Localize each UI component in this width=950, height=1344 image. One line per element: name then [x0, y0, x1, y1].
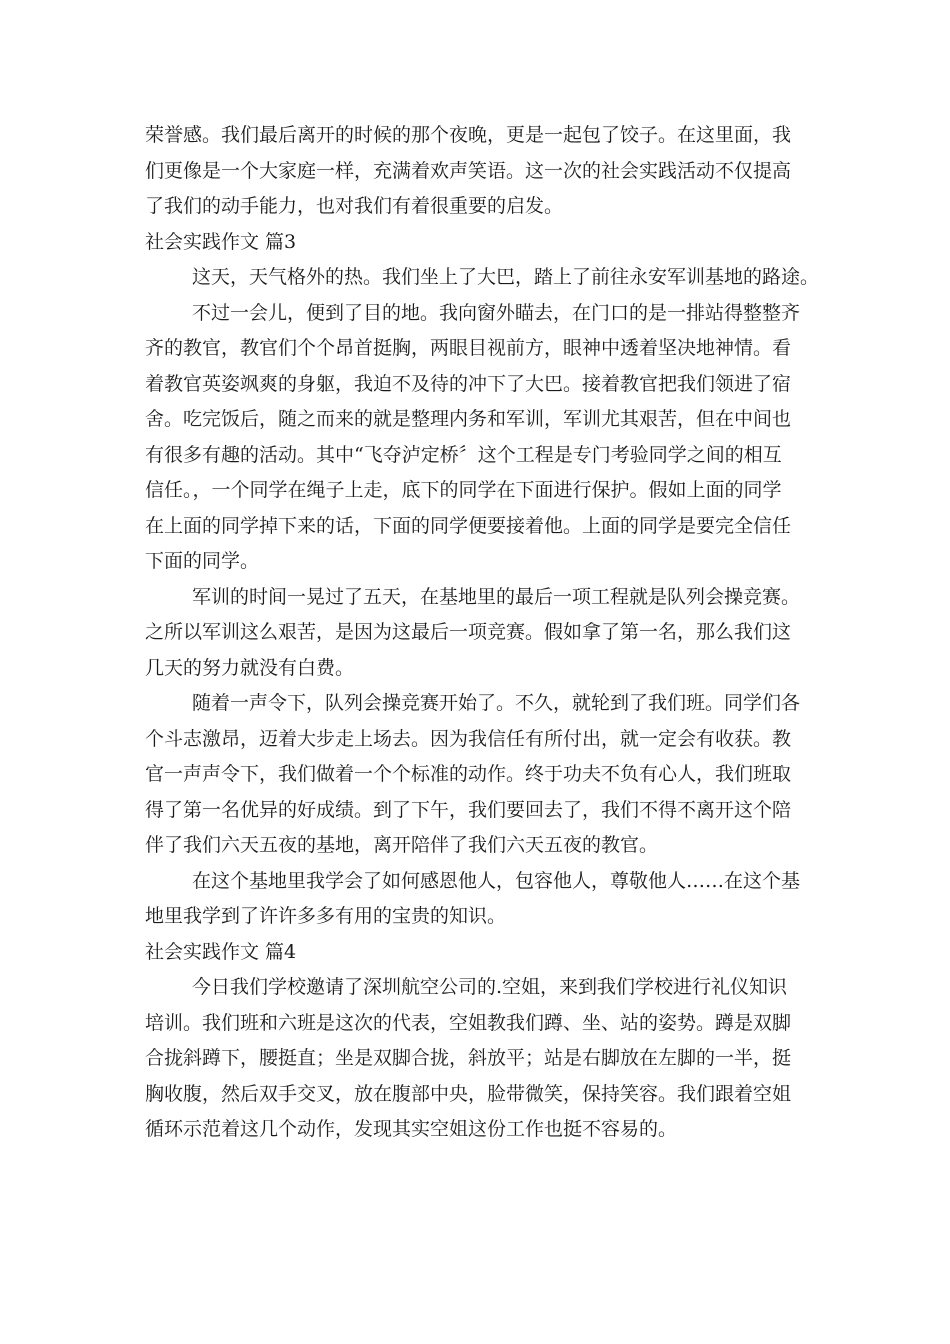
paragraph-line: 下面的同学。: [145, 550, 260, 572]
section-heading: 社会实践作文 篇4: [145, 940, 297, 963]
paragraph-line: 今日我们学校邀请了深圳航空公司的.空姐，来到我们学校进行礼仪知识: [192, 976, 788, 998]
paragraph-line: 了我们的动手能力，也对我们有着很重要的启发。: [145, 195, 564, 217]
paragraph-line: 军训的时间一晃过了五天，在基地里的最后一项工程就是队列会操竞赛。: [192, 585, 801, 608]
paragraph-line: 循环示范着这几个动作，发现其实空姐这份工作也挺不容易的。: [145, 1118, 678, 1140]
paragraph-line: 着教官英姿飒爽的身躯，我迫不及待的冲下了大巴。接着教官把我们领进了宿: [145, 372, 792, 395]
paragraph-line: 随着一声令下，队列会操竞赛开始了。不久，就轮到了我们班。同学们各: [192, 692, 801, 714]
paragraph-line: 合拢斜蹲下，腰挺直；坐是双脚合拢，斜放平；站是右脚放在左脚的一半，挺: [145, 1047, 792, 1069]
paragraph-line: 荣誉感。我们最后离开的时候的那个夜晚，更是一起包了饺子。在这里面，我: [145, 124, 792, 146]
paragraph-line: 胸收腹，然后双手交叉，放在腹部中央，脸带微笑，保持笑容。我们跟着空姐: [145, 1082, 792, 1105]
paragraph-line: 有很多有趣的活动。其中“飞夺泸定桥〞这个工程是专门考验同学之间的相互: [145, 443, 782, 466]
paragraph-line: 几天的努力就没有白费。: [145, 656, 355, 679]
paragraph-line: 得了第一名优异的好成绩。到了下午，我们要回去了，我们不得不离开这个陪: [145, 798, 792, 821]
paragraph-line: 伴了我们六天五夜的基地，离开陪伴了我们六天五夜的教官。: [145, 834, 659, 856]
section-heading: 社会实践作文 篇3: [145, 230, 297, 253]
paragraph-line: 不过一会儿，便到了目的地。我向窗外瞄去，在门口的是一排站得整整齐: [192, 301, 801, 324]
paragraph-line: 们更像是一个大家庭一样，充满着欢声笑语。这一次的社会实践活动不仅提高: [145, 159, 792, 182]
paragraph-line: 个斗志激昂，迈着大步走上场去。因为我信任有所付出，就一定会有收获。教: [145, 727, 792, 750]
paragraph-line: 官一声声令下，我们做着一个个标准的动作。终于功夫不负有心人，我们班取: [145, 763, 792, 785]
paragraph-line: 在上面的同学掉下来的话，下面的同学便要接着他。上面的同学是要完全信任: [145, 514, 792, 537]
document-body: [145, 118, 820, 1148]
paragraph-line: 信任。，一个同学在绳子上走，底下的同学在下面进行保护。假如上面的同学: [145, 479, 782, 501]
paragraph-line: 之所以军训这么艰苦，是因为这最后一项竞赛。假如拿了第一名，那么我们这: [145, 621, 792, 643]
paragraph-line: 舍。吃完饭后，随之而来的就是整理内务和军训，军训尤其艰苦，但在中间也: [145, 408, 792, 430]
paragraph-line: 在这个基地里我学会了如何感恩他人，包容他人，尊敬他人……在这个基: [192, 869, 801, 892]
paragraph-line: 这天，天气格外的热。我们坐上了大巴，踏上了前往永安军训基地的路途。: [192, 266, 820, 288]
paragraph-line: 地里我学到了许许多多有用的宝贵的知识。: [145, 905, 507, 927]
paragraph-line: 培训。我们班和六班是这次的代表，空姐教我们蹲、坐、站的姿势。蹲是双脚: [145, 1011, 792, 1034]
paragraph-line: 齐的教官，教官们个个昂首挺胸，两眼目视前方，眼神中透着坚决地神情。看: [145, 337, 792, 359]
